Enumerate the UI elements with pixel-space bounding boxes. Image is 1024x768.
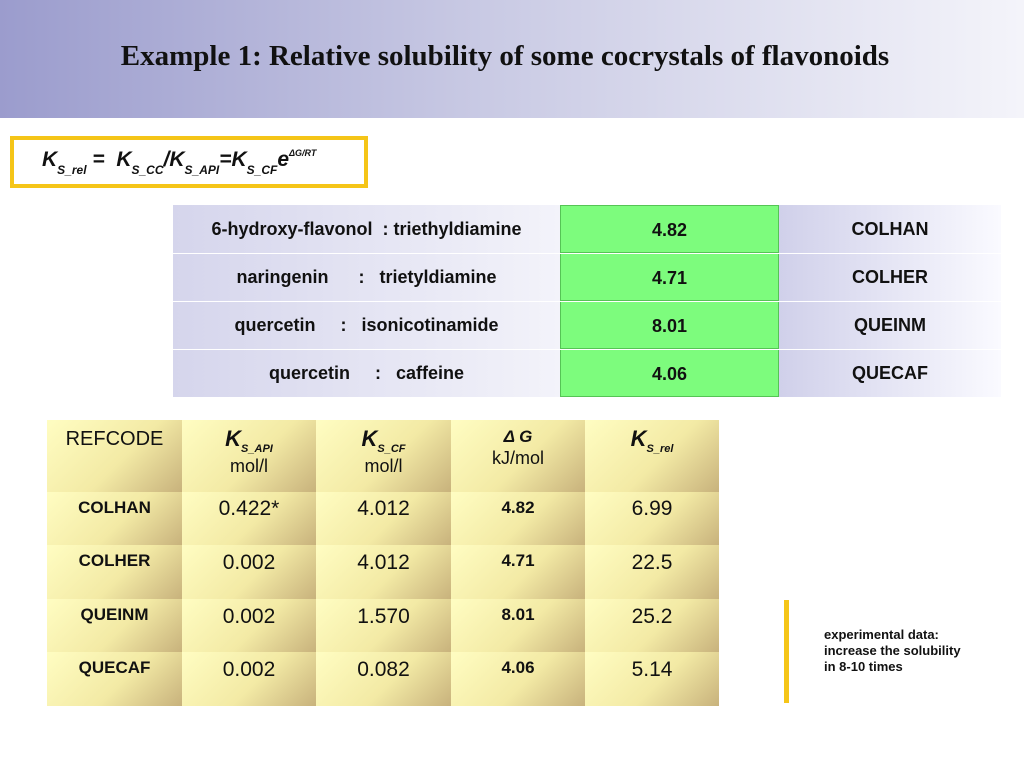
cocrystal-pair: quercetin : caffeine (173, 349, 560, 397)
row-divider (173, 301, 1001, 302)
note-line: in 8-10 times (824, 659, 903, 674)
cell-k-api: 0.002 (182, 599, 316, 652)
cell-delta-g: 4.06 (451, 652, 585, 706)
cell-delta-g: 8.01 (451, 599, 585, 652)
header-k-cf: $K_{S\_CF}$ mol/l (316, 420, 451, 492)
cell-delta-g: 4.71 (451, 545, 585, 599)
cocrystal-pair: quercetin : isonicotinamide (173, 301, 560, 349)
cell-k-api: 0.422* (182, 492, 316, 545)
row-divider (173, 349, 1001, 350)
row-refcode: COLHER (47, 545, 182, 599)
table-row (173, 253, 1001, 301)
row-refcode: COLHAN (47, 492, 182, 545)
cell-k-rel: 6.99 (585, 492, 719, 545)
header-refcode: REFCODE (47, 420, 182, 492)
table-row (173, 349, 1001, 397)
cell-k-rel: 22.5 (585, 545, 719, 599)
cocrystal-value: 8.01 (560, 301, 779, 349)
solubility-table (47, 420, 719, 706)
cocrystal-refcode: QUECAF (779, 349, 1001, 397)
cell-k-cf: 0.082 (316, 652, 451, 706)
formula-box (10, 136, 368, 188)
experimental-note (824, 627, 1014, 675)
cell-k-cf: 4.012 (316, 545, 451, 599)
cocrystal-pair: naringenin : trietyldiamine (173, 253, 560, 301)
row-refcode: QUEINM (47, 599, 182, 652)
cocrystal-pair: 6-hydroxy-flavonol : triethyldiamine (173, 205, 560, 253)
note-accent-bar (784, 600, 789, 703)
cocrystal-refcode: COLHER (779, 253, 1001, 301)
header-k-rel: $K_{S\_rel}$ (585, 420, 719, 492)
note-line: increase the solubility (824, 643, 961, 658)
cell-k-api: 0.002 (182, 652, 316, 706)
cell-k-cf: 4.012 (316, 492, 451, 545)
header-delta-g: Δ G kJ/mol (451, 420, 585, 492)
table-row (173, 301, 1001, 349)
cell-k-api: 0.002 (182, 545, 316, 599)
cell-k-rel: 5.14 (585, 652, 719, 706)
page-title: Example 1: Relative solubility of some cocrystals of flavonoids (120, 40, 890, 72)
note-line: experimental data: (824, 627, 939, 642)
cell-k-cf: 1.570 (316, 599, 451, 652)
cell-delta-g: 4.82 (451, 492, 585, 545)
cell-k-rel: 25.2 (585, 599, 719, 652)
cocrystal-value: 4.82 (560, 205, 779, 253)
header-k-api: $K_{S\_API}$ mol/l (182, 420, 316, 492)
cocrystal-refcode: QUEINM (779, 301, 1001, 349)
row-refcode: QUECAF (47, 652, 182, 706)
cocrystal-value: 4.71 (560, 253, 779, 301)
table-row (173, 205, 1001, 253)
relative-solubility-formula: $K_{S\_rel} = K_{S\_CC}/K_{S\_API}=K_{S\_CF}e^{\Delta G/RT}$ (42, 148, 317, 177)
cocrystal-value: 4.06 (560, 349, 779, 397)
cocrystal-refcode: COLHAN (779, 205, 1001, 253)
row-divider (173, 253, 1001, 254)
